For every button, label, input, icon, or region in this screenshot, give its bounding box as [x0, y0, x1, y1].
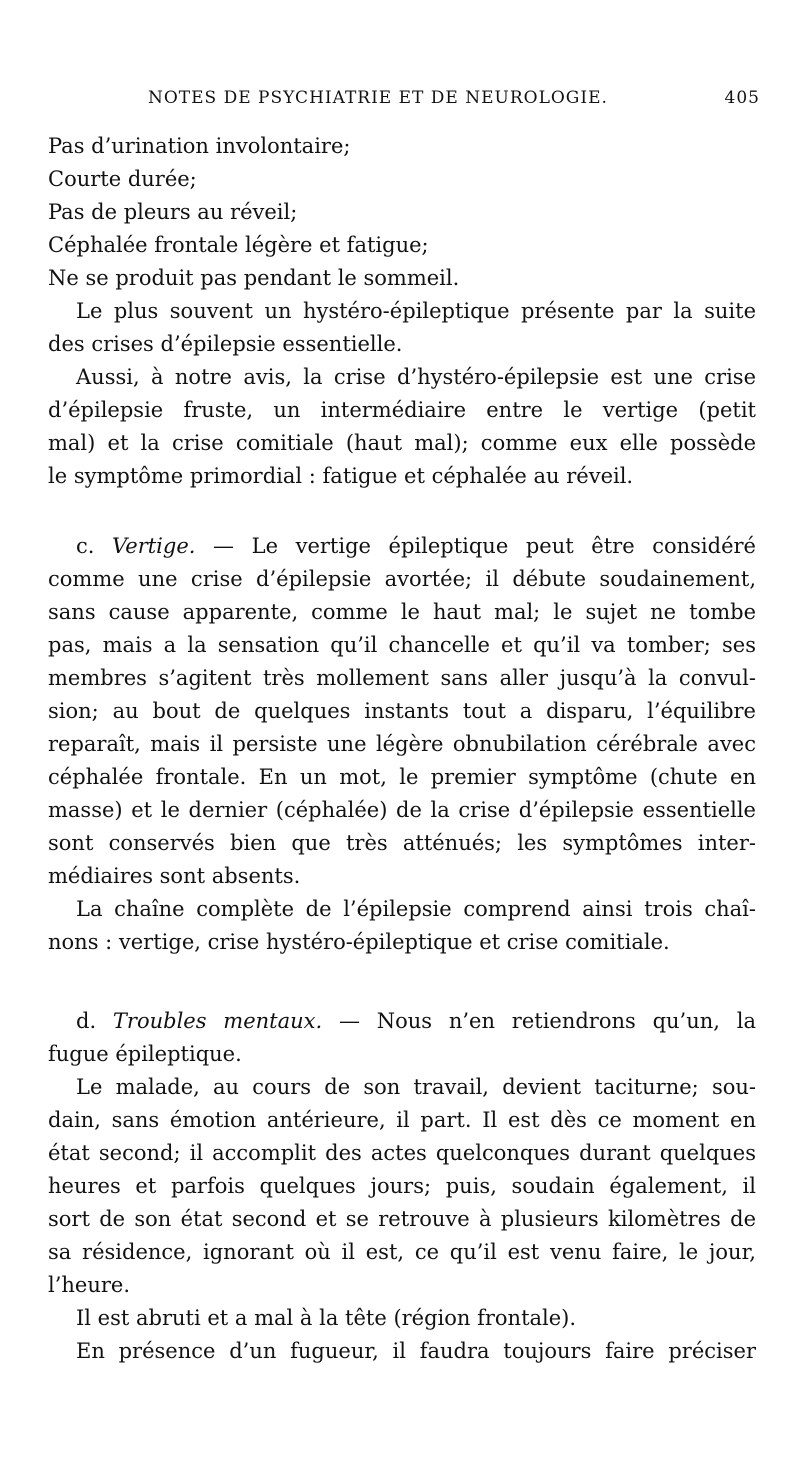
text-line: Il est abruti et a mal à la tête (région frontale). — [76, 1306, 577, 1330]
section-label: c. — [76, 534, 95, 558]
text-line: fugue épileptique. — [48, 1042, 242, 1066]
text-fragment: — Le vertige épileptique peut être considéré — [213, 534, 756, 558]
text-line: dain, sans émotion antérieure, il part. Il est dès ce moment en — [48, 1108, 756, 1132]
list-item: Courte durée; — [48, 167, 197, 191]
running-head-title: NOTES DE PSYCHIATRIE ET DE NEUROLOGIE. — [148, 88, 608, 108]
text-line: le symptôme primordial : fatigue et céphalée au réveil. — [48, 464, 634, 488]
section-vertige — [48, 530, 756, 959]
text-line: sa résidence, ignorant où il est, ce qu’il est venu faire, le jour, — [48, 1240, 756, 1264]
text-line: membres s’agitent très mollement sans aller jusqu’à la convul- — [48, 666, 756, 690]
text-line: comme une crise d’épilepsie avortée; il débute soudainement, — [48, 567, 756, 591]
text-line: l’heure. — [48, 1273, 131, 1297]
text-line: sont conservés bien que très atténués; les symptômes inter- — [48, 831, 756, 855]
text-line: En présence d’un fugueur, il faudra toujours faire préciser — [76, 1339, 756, 1363]
text-line: sort de son état second et se retrouve à plusieurs kilomètres de — [48, 1207, 756, 1231]
section-heading-line — [48, 1005, 756, 1038]
paragraph — [48, 295, 756, 361]
text-line: d’épilepsie fruste, un intermédiaire entre le vertige (petit — [48, 398, 756, 422]
text-line: état second; il accomplit des actes quelconques durant quelques — [48, 1141, 756, 1165]
text-line: Le plus souvent un hystéro-épileptique présente par la suite — [76, 299, 756, 323]
symptom-list — [48, 130, 756, 295]
list-item: Pas de pleurs au réveil; — [48, 200, 298, 224]
section-label: d. — [76, 1009, 97, 1033]
text-line: céphalée frontale. En un mot, le premier symptôme (chute en — [48, 765, 756, 789]
text-line: mal) et la crise comitiale (haut mal); comme eux elle possède — [48, 431, 756, 455]
text-line: médiaires sont absents. — [48, 864, 301, 888]
section-title: Vertige. — [112, 534, 196, 558]
text-line: heures et parfois quelques jours; puis, soudain également, il — [48, 1174, 756, 1198]
page-number: 405 — [724, 88, 760, 108]
text-line: La chaîne complète de l’épilepsie comprend ainsi trois chaî- — [76, 897, 756, 921]
text-line: des crises d’épilepsie essentielle. — [48, 332, 403, 356]
text-line: pas, mais a la sensation qu’il chancelle et qu’il va tomber; ses — [48, 633, 756, 657]
list-item: Ne se produit pas pendant le sommeil. — [48, 266, 460, 290]
text-line: Aussi, à notre avis, la crise d’hystéro-épilepsie est une crise — [76, 365, 756, 389]
text-line: sion; au bout de quelques instants tout a disparu, l’équilibre — [48, 699, 756, 723]
text-line: Le malade, au cours de son travail, devient taciturne; sou- — [76, 1075, 756, 1099]
section-heading-line — [48, 530, 756, 563]
text-line: nons : vertige, crise hystéro-épileptique et crise comitiale. — [48, 930, 670, 954]
text-line: reparaît, mais il persiste une légère obnubilation cérébrale avec — [48, 732, 756, 756]
section-troubles-mentaux — [48, 1005, 756, 1368]
list-item: Céphalée frontale légère et fatigue; — [48, 233, 429, 257]
list-item: Pas d’urination involontaire; — [48, 134, 351, 158]
text-line: sans cause apparente, comme le haut mal; le sujet ne tombe — [48, 600, 756, 624]
text-fragment: — Nous n’en retiendrons qu’un, la — [338, 1009, 756, 1033]
text-line: masse) et le dernier (céphalée) de la crise d’épilepsie essentielle — [48, 798, 756, 822]
paragraph — [48, 361, 756, 493]
section-title: Troubles mentaux. — [112, 1009, 323, 1033]
